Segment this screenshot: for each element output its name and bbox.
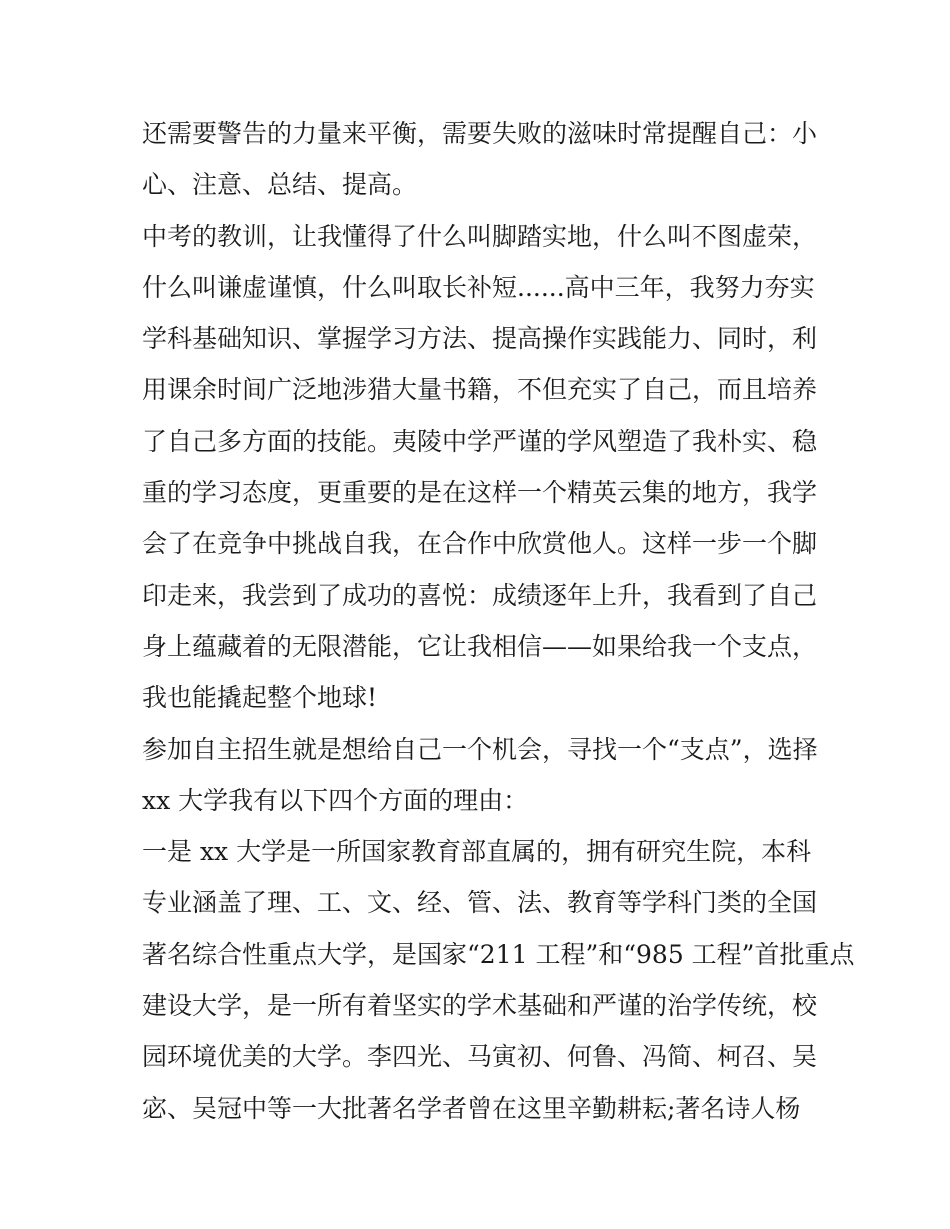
text-line: 印走来，我尝到了成功的喜悦：成绩逐年上升，我看到了自己 [142, 580, 818, 610]
text-line: 一是 xx 大学是一所国家教育部直属的，拥有研究生院，本科 [142, 837, 812, 867]
text-line: 身上蕴藏着的无限潜能，它让我相信——如果给我一个支点， [142, 631, 818, 661]
text-line: 著名综合性重点大学，是国家“211 工程”和“985 工程”首批重点 [142, 939, 855, 969]
text-line: xx 大学我有以下四个方面的理由： [142, 785, 529, 815]
text-line: 园环境优美的大学。李四光、马寅初、何鲁、冯简、柯召、吴 [142, 1042, 818, 1072]
text-line: 重的学习态度，更重要的是在这样一个精英云集的地方，我学 [142, 478, 818, 508]
text-line: 我也能撬起整个地球! [142, 683, 378, 713]
text-line: 学科基础知识、掌握学习方法、提高操作实践能力、同时，利 [142, 324, 818, 354]
text-line: 宓、吴冠中等一大批著名学者曾在这里辛勤耕耘;著名诗人杨 [142, 1093, 801, 1123]
text-line: 用课余时间广泛地涉猎大量书籍，不但充实了自己，而且培养 [142, 375, 818, 405]
text-line: 参加自主招生就是想给自己一个机会，寻找一个“支点”，选择 [142, 734, 818, 764]
text-line: 建设大学，是一所有着坚实的学术基础和严谨的治学传统，校 [142, 991, 818, 1021]
text-line: 什么叫谦虚谨慎，什么叫取长补短......高中三年，我努力夯实 [142, 272, 815, 302]
text-line: 中考的教训，让我懂得了什么叫脚踏实地，什么叫不图虚荣， [142, 221, 818, 251]
body-text [142, 108, 855, 1134]
text-line: 了自己多方面的技能。夷陵中学严谨的学风塑造了我朴实、稳 [142, 426, 818, 456]
text-line: 会了在竞争中挑战自我，在合作中欣赏他人。这样一步一个脚 [142, 529, 818, 559]
text-line: 专业涵盖了理、工、文、经、管、法、教育等学科门类的全国 [142, 888, 818, 918]
text-line: 还需要警告的力量来平衡，需要失败的滋味时常提醒自己：小 [142, 119, 818, 148]
text-line: 心、注意、总结、提高。 [142, 170, 418, 200]
